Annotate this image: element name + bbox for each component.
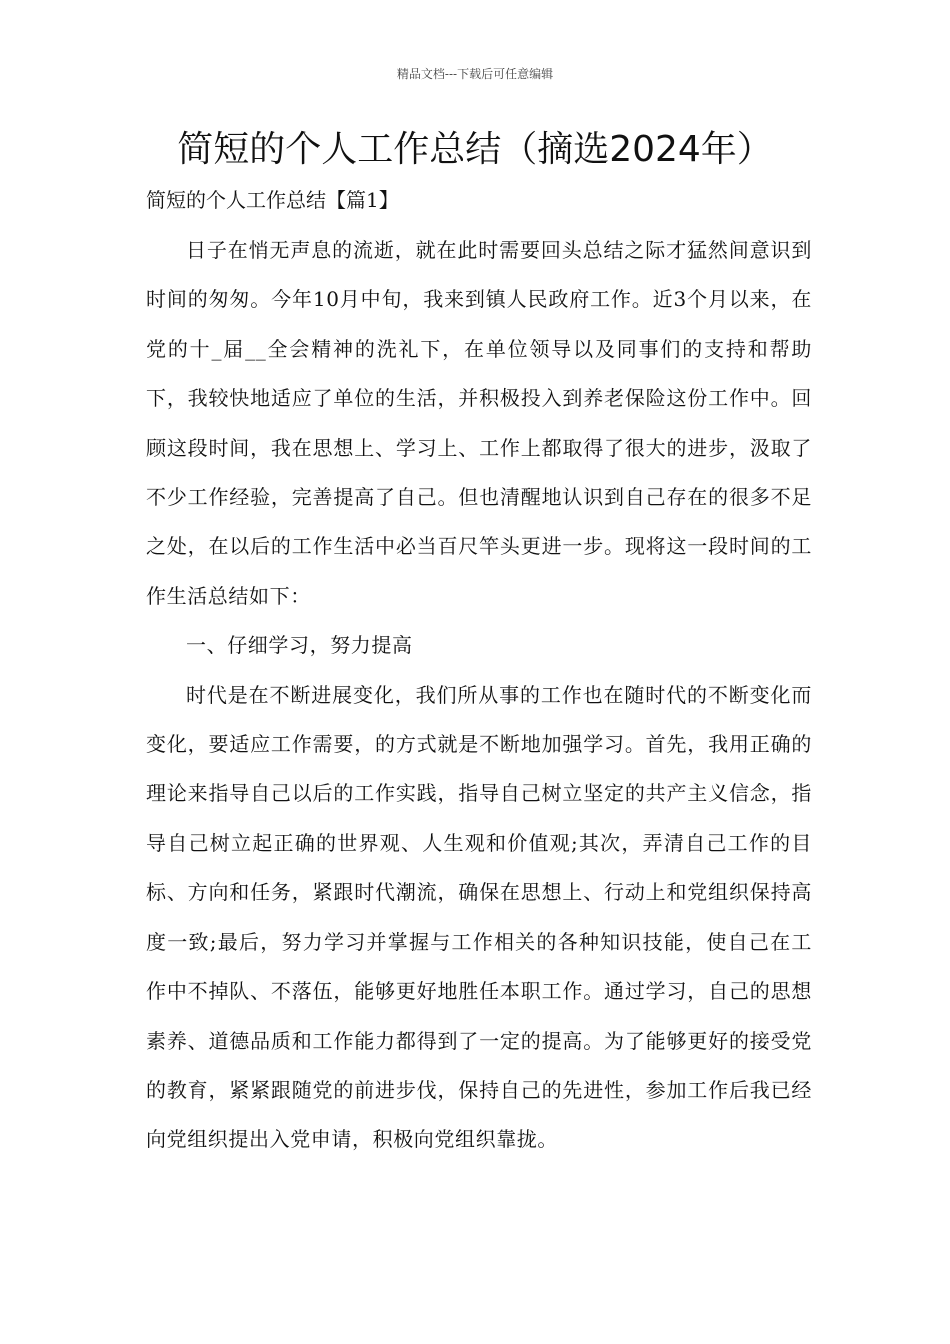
page-header-watermark: 精品文档---下载后可任意编辑 xyxy=(396,67,554,81)
subheading-study: 一、仔细学习，努力提高 xyxy=(186,633,413,658)
paragraph-study: 时代是在不断进展变化，我们所从事的工作也在随时代的不断变化而变化，要适应工作需要，的方式就是不断地加强学习。首先，我用正确的理论来指导自己以后的工作实践，指导自己树立坚定的共产主义信念，指导自己树立起正确的世界观、人生观和价值观;其次，弄清自己工作的目标、方向和任务，紧跟时代潮流，确保在思想上、行动上和党组织保持高度一致;最后，努力学习并掌握与工作相关的各种知识技能，使自己在工作中不掉队、不落伍，能够更好地胜任本职工作。通过学习，自己的思想素养、道德品质和工作能力都得到了一定的提高。为了能够更好的接受党的教育，紧紧跟随党的前进步伐，保持自己的先进性，参加工作后我已经向党组织提出入党申请，积极向党组织靠拢。 xyxy=(146,682,812,1152)
paragraph-intro: 日子在悄无声息的流逝，就在此时需要回头总结之际才猛然间意识到时间的匆匆。今年10月中旬，我来到镇人民政府工作。近3个月以来，在党的十_届__全会精神的洗礼下，在单位领导以及同事们的支持和帮助下，我较快地适应了单位的生活，并积极投入到养老保险这份工作中。回顾这段时间，我在思想上、学习上、工作上都取得了很大的进步，汲取了不少工作经验，完善提高了自己。但也清醒地认识到自己存在的很多不足之处，在以后的工作生活中必当百尺竿头更进一步。现将这一段时间的工作生活总结如下： xyxy=(146,238,812,608)
section-heading: 简短的个人工作总结【篇1】 xyxy=(146,188,399,212)
document-body xyxy=(146,226,812,1165)
document-title: 简短的个人工作总结（摘选2024年） xyxy=(177,129,773,170)
